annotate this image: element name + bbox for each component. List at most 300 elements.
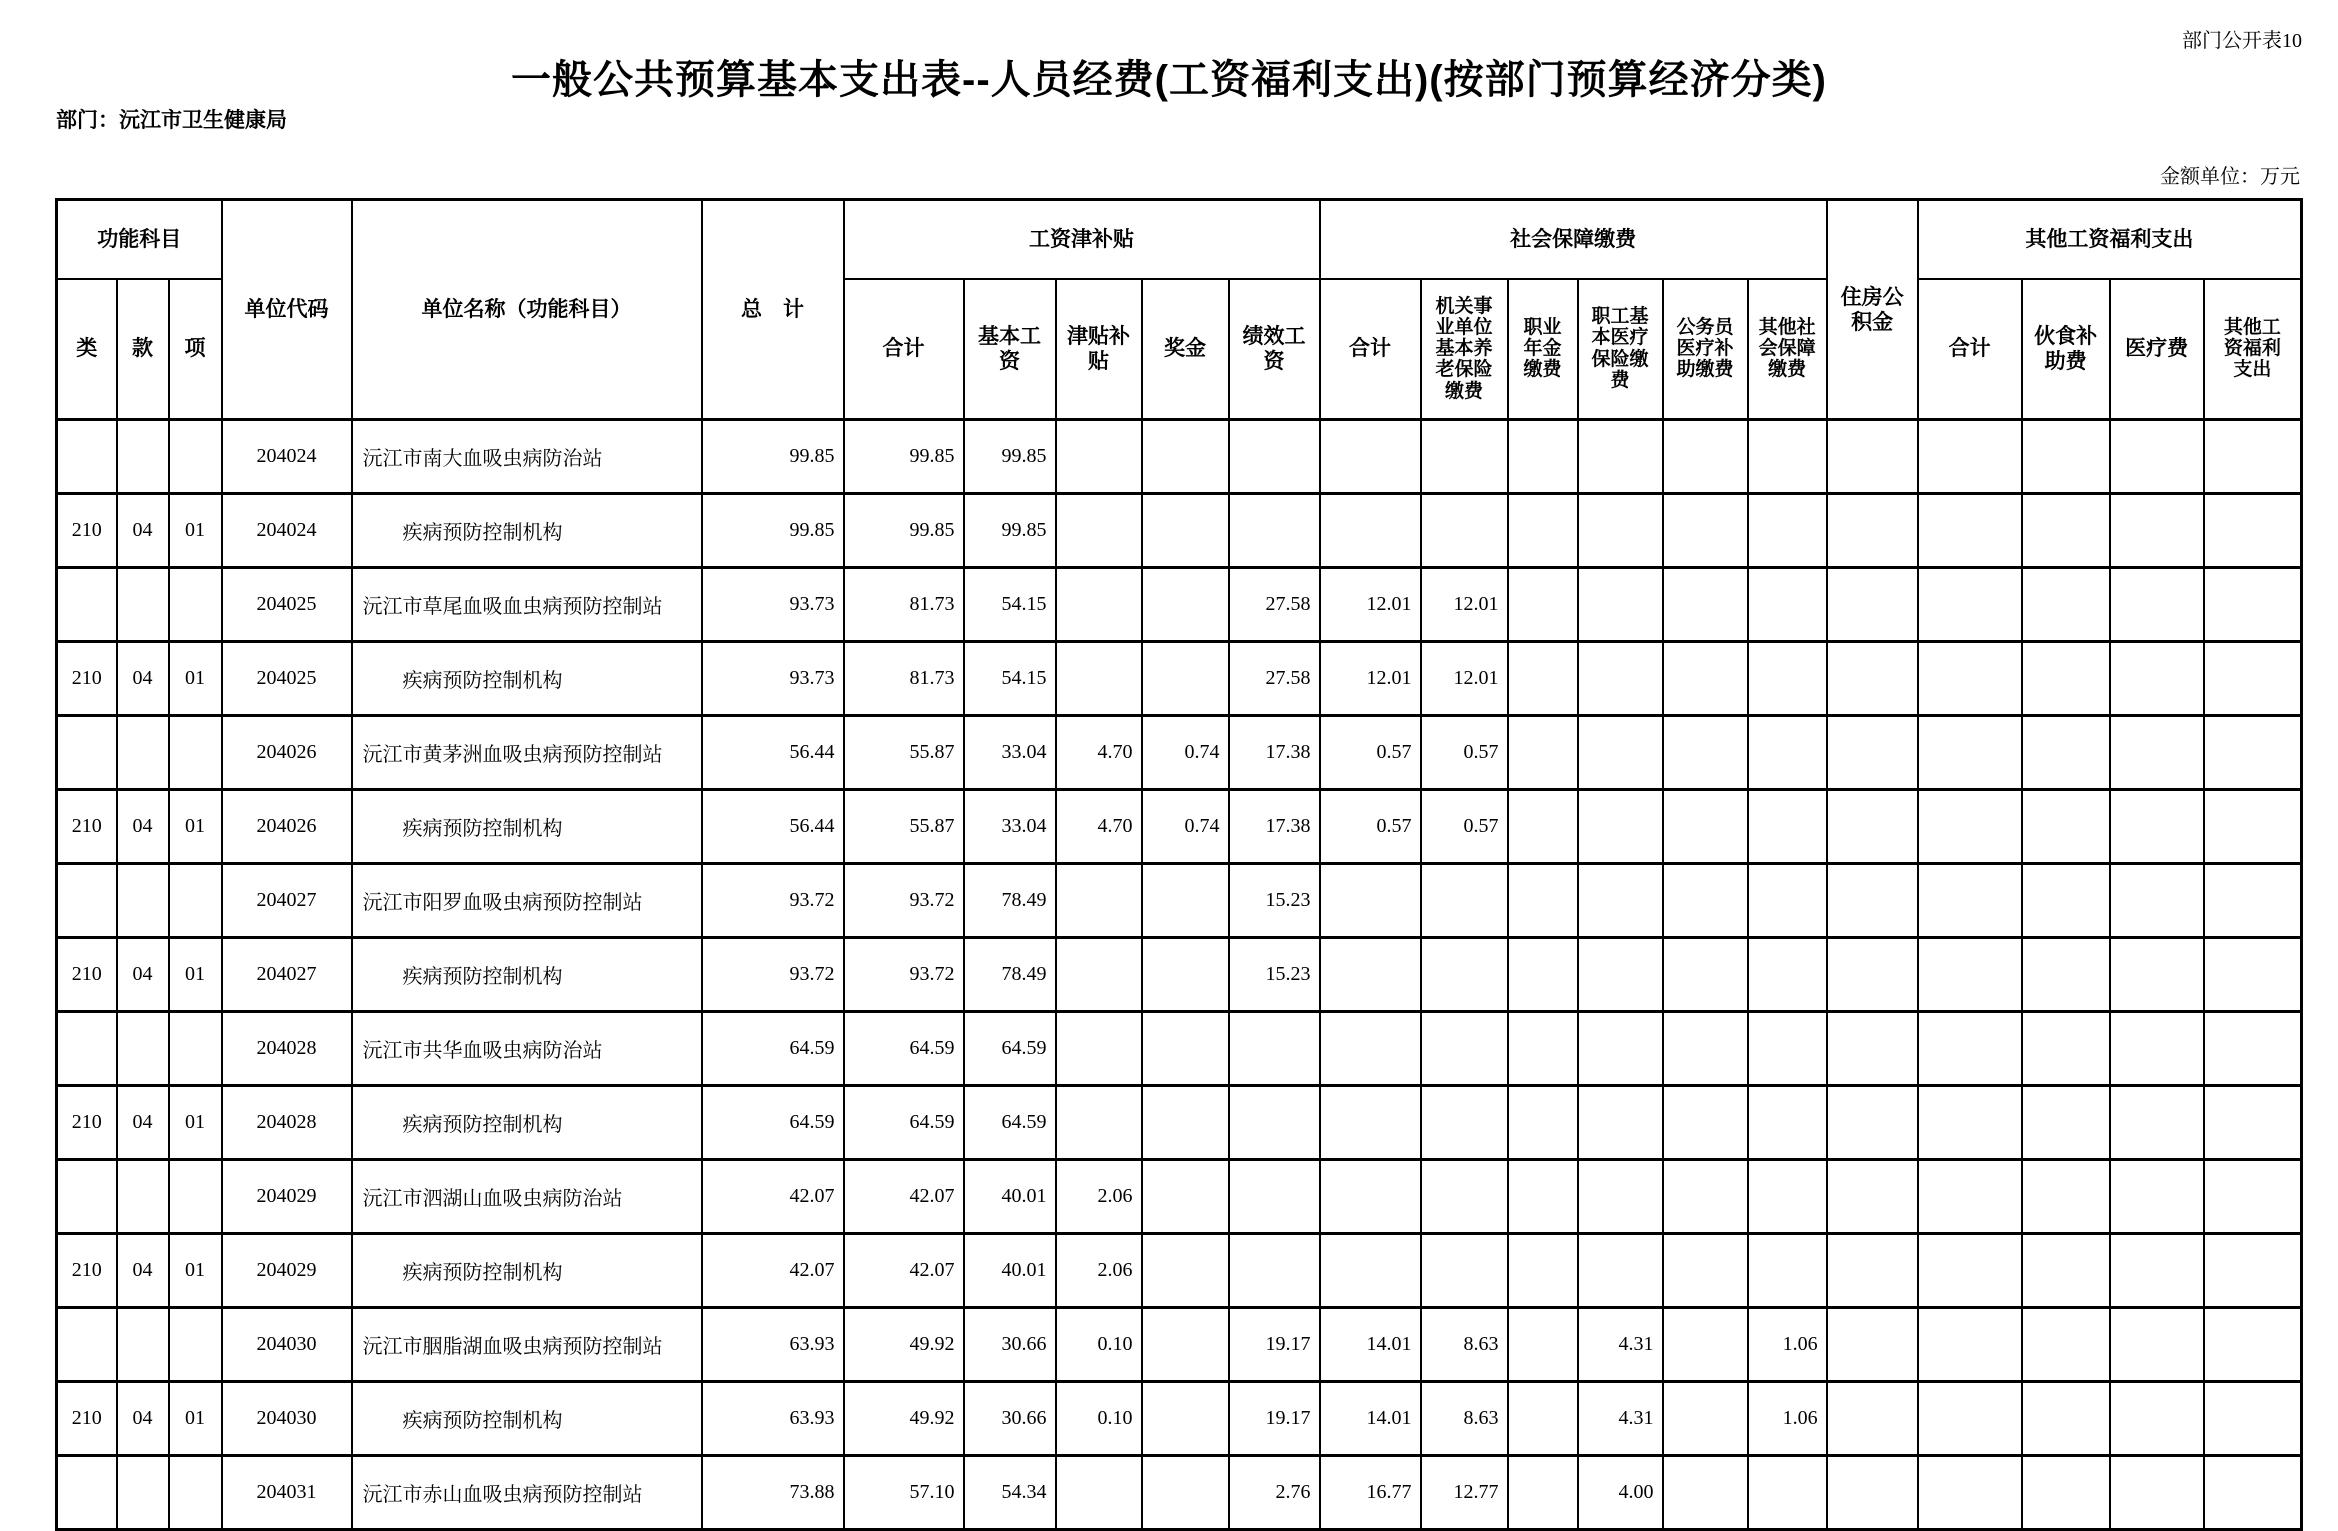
- cell-salary-total: 93.72: [844, 938, 964, 1012]
- cell-social-total: 16.77: [1320, 1456, 1421, 1530]
- cell-other-social: 1.06: [1748, 1308, 1827, 1382]
- table-row: [57, 1308, 2302, 1382]
- cell-medical-fee: [2110, 494, 2204, 568]
- cell-meal-subsidy: [2022, 1308, 2110, 1382]
- header-func-group: 功能科目: [57, 200, 222, 279]
- cell-func-item: 01: [169, 938, 222, 1012]
- cell-salary-total: 64.59: [844, 1086, 964, 1160]
- cell-social-total: 14.01: [1320, 1382, 1421, 1456]
- cell-basic-salary: 99.85: [964, 420, 1056, 494]
- cell-grand-total: 63.93: [702, 1308, 844, 1382]
- cell-unit-name: 疾病预防控制机构: [352, 1382, 702, 1456]
- cell-pension: 0.57: [1421, 790, 1508, 864]
- cell-basic-salary: 64.59: [964, 1012, 1056, 1086]
- cell-housing-fund: [1827, 494, 1918, 568]
- cell-medical-insurance: [1578, 642, 1663, 716]
- cell-social-total: [1320, 938, 1421, 1012]
- cell-func-section: [117, 864, 169, 938]
- header-social-group: 社会保障缴费: [1320, 200, 1827, 279]
- cell-other-social: [1748, 716, 1827, 790]
- cell-civil-servant-medical: [1663, 1086, 1748, 1160]
- cell-unit-code: 204024: [222, 420, 352, 494]
- cell-other-welfare: [2204, 420, 2302, 494]
- cell-meal-subsidy: [2022, 1382, 2110, 1456]
- cell-medical-insurance: [1578, 494, 1663, 568]
- header-medical-fee: 医疗费: [2110, 279, 2204, 420]
- cell-occupational-annuity: [1508, 494, 1578, 568]
- cell-medical-insurance: [1578, 568, 1663, 642]
- cell-civil-servant-medical: [1663, 1160, 1748, 1234]
- cell-grand-total: 63.93: [702, 1382, 844, 1456]
- cell-func-class: 210: [57, 642, 117, 716]
- cell-unit-code: 204031: [222, 1456, 352, 1530]
- cell-other-social: [1748, 864, 1827, 938]
- cell-bonus: [1142, 1012, 1229, 1086]
- cell-unit-code: 204028: [222, 1012, 352, 1086]
- cell-func-class: [57, 1160, 117, 1234]
- cell-bonus: [1142, 1456, 1229, 1530]
- header-social-total: 合计: [1320, 279, 1421, 420]
- cell-occupational-annuity: [1508, 1456, 1578, 1530]
- cell-medical-fee: [2110, 1012, 2204, 1086]
- header-row-groups: [57, 200, 2302, 279]
- cell-civil-servant-medical: [1663, 790, 1748, 864]
- cell-pension: 12.01: [1421, 568, 1508, 642]
- cell-unit-code: 204026: [222, 790, 352, 864]
- cell-other-welfare: [2204, 642, 2302, 716]
- cell-bonus: [1142, 494, 1229, 568]
- table-row: [57, 1086, 2302, 1160]
- cell-allowance: [1056, 1456, 1142, 1530]
- cell-salary-total: 55.87: [844, 790, 964, 864]
- cell-meal-subsidy: [2022, 864, 2110, 938]
- cell-other-social: [1748, 1456, 1827, 1530]
- cell-medical-insurance: [1578, 716, 1663, 790]
- cell-pension: [1421, 938, 1508, 1012]
- cell-housing-fund: [1827, 716, 1918, 790]
- cell-performance-salary: 19.17: [1229, 1308, 1320, 1382]
- cell-func-item: 01: [169, 494, 222, 568]
- cell-medical-insurance: [1578, 1012, 1663, 1086]
- cell-other-welfare: [2204, 1160, 2302, 1234]
- cell-social-total: 12.01: [1320, 642, 1421, 716]
- cell-civil-servant-medical: [1663, 494, 1748, 568]
- cell-salary-total: 81.73: [844, 642, 964, 716]
- cell-other-social: [1748, 642, 1827, 716]
- cell-func-item: [169, 1308, 222, 1382]
- cell-func-item: [169, 420, 222, 494]
- cell-other-welfare: [2204, 494, 2302, 568]
- cell-performance-salary: 27.58: [1229, 568, 1320, 642]
- cell-grand-total: 99.85: [702, 420, 844, 494]
- cell-other-total: [1918, 642, 2022, 716]
- cell-medical-fee: [2110, 1086, 2204, 1160]
- cell-social-total: [1320, 1160, 1421, 1234]
- cell-salary-total: 64.59: [844, 1012, 964, 1086]
- table-row: [57, 494, 2302, 568]
- cell-allowance: [1056, 1086, 1142, 1160]
- cell-salary-total: 93.72: [844, 864, 964, 938]
- cell-salary-total: 42.07: [844, 1160, 964, 1234]
- cell-func-class: [57, 420, 117, 494]
- cell-performance-salary: 15.23: [1229, 864, 1320, 938]
- cell-other-total: [1918, 1456, 2022, 1530]
- cell-civil-servant-medical: [1663, 568, 1748, 642]
- cell-pension: 12.77: [1421, 1456, 1508, 1530]
- cell-pension: [1421, 1234, 1508, 1308]
- cell-medical-insurance: [1578, 864, 1663, 938]
- cell-func-section: 04: [117, 938, 169, 1012]
- cell-func-section: [117, 1456, 169, 1530]
- cell-grand-total: 99.85: [702, 494, 844, 568]
- cell-func-section: 04: [117, 1086, 169, 1160]
- cell-grand-total: 93.72: [702, 864, 844, 938]
- cell-func-class: 210: [57, 938, 117, 1012]
- cell-civil-servant-medical: [1663, 1308, 1748, 1382]
- cell-allowance: 2.06: [1056, 1234, 1142, 1308]
- cell-func-section: [117, 568, 169, 642]
- cell-bonus: [1142, 1382, 1229, 1456]
- cell-allowance: [1056, 494, 1142, 568]
- cell-func-section: 04: [117, 642, 169, 716]
- cell-pension: 8.63: [1421, 1382, 1508, 1456]
- cell-allowance: [1056, 568, 1142, 642]
- cell-other-welfare: [2204, 864, 2302, 938]
- header-other-welfare: 其他工资福利支出: [2204, 279, 2302, 420]
- cell-func-section: 04: [117, 494, 169, 568]
- cell-other-welfare: [2204, 1382, 2302, 1456]
- table-row: [57, 1012, 2302, 1086]
- cell-grand-total: 42.07: [702, 1160, 844, 1234]
- cell-bonus: [1142, 864, 1229, 938]
- cell-grand-total: 42.07: [702, 1234, 844, 1308]
- cell-medical-fee: [2110, 790, 2204, 864]
- cell-occupational-annuity: [1508, 568, 1578, 642]
- cell-meal-subsidy: [2022, 1160, 2110, 1234]
- cell-basic-salary: 33.04: [964, 716, 1056, 790]
- cell-occupational-annuity: [1508, 790, 1578, 864]
- cell-housing-fund: [1827, 790, 1918, 864]
- cell-func-item: [169, 1456, 222, 1530]
- header-pension: 机关事业单位基本养老保险缴费: [1421, 279, 1508, 420]
- cell-other-welfare: [2204, 1234, 2302, 1308]
- cell-basic-salary: 54.15: [964, 642, 1056, 716]
- cell-pension: 0.57: [1421, 716, 1508, 790]
- header-func-item: 项: [169, 279, 222, 420]
- header-func-class: 类: [57, 279, 117, 420]
- cell-social-total: 14.01: [1320, 1308, 1421, 1382]
- cell-pension: 8.63: [1421, 1308, 1508, 1382]
- cell-other-social: [1748, 420, 1827, 494]
- cell-social-total: 12.01: [1320, 568, 1421, 642]
- cell-bonus: [1142, 568, 1229, 642]
- page-title: 一般公共预算基本支出表--人员经费(工资福利支出)(按部门预算经济分类): [511, 58, 1827, 102]
- cell-bonus: [1142, 642, 1229, 716]
- cell-unit-code: 204030: [222, 1382, 352, 1456]
- cell-basic-salary: 64.59: [964, 1086, 1056, 1160]
- cell-unit-name: 沅江市南大血吸虫病防治站: [352, 420, 702, 494]
- cell-medical-fee: [2110, 1382, 2204, 1456]
- cell-occupational-annuity: [1508, 938, 1578, 1012]
- cell-unit-code: 204030: [222, 1308, 352, 1382]
- cell-housing-fund: [1827, 1234, 1918, 1308]
- cell-other-total: [1918, 568, 2022, 642]
- header-salary-group: 工资津补贴: [844, 200, 1320, 279]
- header-unit-name: 单位名称（功能科目）: [352, 200, 702, 420]
- cell-medical-insurance: [1578, 1160, 1663, 1234]
- cell-func-class: 210: [57, 1086, 117, 1160]
- header-func-section: 款: [117, 279, 169, 420]
- cell-unit-name: 沅江市共华血吸虫病防治站: [352, 1012, 702, 1086]
- cell-allowance: [1056, 938, 1142, 1012]
- cell-bonus: 0.74: [1142, 790, 1229, 864]
- cell-performance-salary: 17.38: [1229, 716, 1320, 790]
- cell-func-section: [117, 1308, 169, 1382]
- cell-meal-subsidy: [2022, 790, 2110, 864]
- cell-salary-total: 42.07: [844, 1234, 964, 1308]
- cell-basic-salary: 54.34: [964, 1456, 1056, 1530]
- cell-housing-fund: [1827, 1308, 1918, 1382]
- cell-func-class: [57, 864, 117, 938]
- cell-unit-code: 204026: [222, 716, 352, 790]
- corner-table-number: 部门公开表10: [2182, 30, 2302, 52]
- cell-meal-subsidy: [2022, 716, 2110, 790]
- cell-other-social: [1748, 1086, 1827, 1160]
- cell-pension: [1421, 1160, 1508, 1234]
- cell-social-total: [1320, 420, 1421, 494]
- cell-performance-salary: 27.58: [1229, 642, 1320, 716]
- cell-medical-fee: [2110, 568, 2204, 642]
- cell-other-social: 1.06: [1748, 1382, 1827, 1456]
- cell-meal-subsidy: [2022, 642, 2110, 716]
- cell-civil-servant-medical: [1663, 1456, 1748, 1530]
- cell-housing-fund: [1827, 1382, 1918, 1456]
- cell-occupational-annuity: [1508, 1086, 1578, 1160]
- cell-meal-subsidy: [2022, 1012, 2110, 1086]
- cell-occupational-annuity: [1508, 1234, 1578, 1308]
- cell-occupational-annuity: [1508, 1012, 1578, 1086]
- cell-unit-code: 204027: [222, 864, 352, 938]
- cell-salary-total: 49.92: [844, 1382, 964, 1456]
- cell-other-total: [1918, 1308, 2022, 1382]
- cell-housing-fund: [1827, 1086, 1918, 1160]
- cell-medical-fee: [2110, 1160, 2204, 1234]
- cell-other-total: [1918, 494, 2022, 568]
- cell-other-total: [1918, 1382, 2022, 1456]
- header-performance-salary: 绩效工资: [1229, 279, 1320, 420]
- cell-grand-total: 56.44: [702, 716, 844, 790]
- cell-performance-salary: [1229, 1234, 1320, 1308]
- cell-housing-fund: [1827, 420, 1918, 494]
- cell-bonus: [1142, 1308, 1229, 1382]
- cell-func-section: 04: [117, 1234, 169, 1308]
- cell-civil-servant-medical: [1663, 642, 1748, 716]
- cell-other-welfare: [2204, 716, 2302, 790]
- cell-housing-fund: [1827, 642, 1918, 716]
- cell-grand-total: 73.88: [702, 1456, 844, 1530]
- cell-meal-subsidy: [2022, 420, 2110, 494]
- cell-pension: [1421, 420, 1508, 494]
- cell-func-class: 210: [57, 1382, 117, 1456]
- header-other-group: 其他工资福利支出: [1918, 200, 2302, 279]
- cell-grand-total: 64.59: [702, 1012, 844, 1086]
- cell-social-total: [1320, 864, 1421, 938]
- cell-occupational-annuity: [1508, 1160, 1578, 1234]
- header-occupational-annuity: 职业年金缴费: [1508, 279, 1578, 420]
- header-grand-total: 总 计: [702, 200, 844, 420]
- cell-unit-name: 沅江市草尾血吸血虫病预防控制站: [352, 568, 702, 642]
- cell-medical-fee: [2110, 938, 2204, 1012]
- cell-basic-salary: 54.15: [964, 568, 1056, 642]
- cell-housing-fund: [1827, 568, 1918, 642]
- cell-other-total: [1918, 938, 2022, 1012]
- cell-bonus: [1142, 1086, 1229, 1160]
- cell-func-item: 01: [169, 790, 222, 864]
- cell-allowance: [1056, 864, 1142, 938]
- cell-salary-total: 49.92: [844, 1308, 964, 1382]
- cell-unit-code: 204029: [222, 1160, 352, 1234]
- cell-allowance: 2.06: [1056, 1160, 1142, 1234]
- cell-occupational-annuity: [1508, 716, 1578, 790]
- cell-performance-salary: 19.17: [1229, 1382, 1320, 1456]
- cell-other-social: [1748, 494, 1827, 568]
- cell-allowance: 4.70: [1056, 716, 1142, 790]
- cell-civil-servant-medical: [1663, 420, 1748, 494]
- cell-social-total: [1320, 1234, 1421, 1308]
- cell-basic-salary: 33.04: [964, 790, 1056, 864]
- cell-other-social: [1748, 1012, 1827, 1086]
- table-body: [57, 420, 2302, 1530]
- cell-civil-servant-medical: [1663, 1012, 1748, 1086]
- cell-unit-code: 204025: [222, 568, 352, 642]
- header-salary-total: 合计: [844, 279, 964, 420]
- cell-meal-subsidy: [2022, 568, 2110, 642]
- cell-func-section: [117, 1160, 169, 1234]
- table-row: [57, 938, 2302, 1012]
- cell-housing-fund: [1827, 864, 1918, 938]
- cell-civil-servant-medical: [1663, 938, 1748, 1012]
- header-medical-insurance: 职工基本医疗保险缴费: [1578, 279, 1663, 420]
- cell-other-welfare: [2204, 1456, 2302, 1530]
- cell-func-item: [169, 1160, 222, 1234]
- cell-housing-fund: [1827, 1160, 1918, 1234]
- cell-medical-insurance: [1578, 420, 1663, 494]
- cell-pension: [1421, 494, 1508, 568]
- cell-occupational-annuity: [1508, 1308, 1578, 1382]
- table-row: [57, 1382, 2302, 1456]
- cell-unit-name: 沅江市胭脂湖血吸虫病预防控制站: [352, 1308, 702, 1382]
- cell-grand-total: 93.73: [702, 642, 844, 716]
- cell-unit-name: 疾病预防控制机构: [352, 1234, 702, 1308]
- cell-allowance: [1056, 642, 1142, 716]
- cell-other-welfare: [2204, 790, 2302, 864]
- cell-bonus: 0.74: [1142, 716, 1229, 790]
- cell-civil-servant-medical: [1663, 1382, 1748, 1456]
- cell-meal-subsidy: [2022, 1234, 2110, 1308]
- header-allowance: 津贴补贴: [1056, 279, 1142, 420]
- table-row: [57, 1234, 2302, 1308]
- cell-pension: 12.01: [1421, 642, 1508, 716]
- amount-unit-label: 金额单位：万元: [2160, 166, 2300, 188]
- cell-civil-servant-medical: [1663, 1234, 1748, 1308]
- table-row: [57, 864, 2302, 938]
- cell-other-welfare: [2204, 1012, 2302, 1086]
- cell-func-section: [117, 420, 169, 494]
- cell-func-section: 04: [117, 790, 169, 864]
- cell-unit-code: 204025: [222, 642, 352, 716]
- table-row: [57, 790, 2302, 864]
- table-row: [57, 642, 2302, 716]
- cell-func-item: [169, 864, 222, 938]
- cell-medical-insurance: [1578, 1234, 1663, 1308]
- cell-occupational-annuity: [1508, 864, 1578, 938]
- cell-other-welfare: [2204, 938, 2302, 1012]
- cell-medical-insurance: [1578, 1086, 1663, 1160]
- cell-grand-total: 56.44: [702, 790, 844, 864]
- department-label: 部门：沅江市卫生健康局: [56, 108, 287, 132]
- cell-pension: [1421, 864, 1508, 938]
- cell-func-class: [57, 1308, 117, 1382]
- cell-other-total: [1918, 420, 2022, 494]
- cell-unit-code: 204027: [222, 938, 352, 1012]
- cell-civil-servant-medical: [1663, 864, 1748, 938]
- cell-unit-name: 沅江市阳罗血吸虫病预防控制站: [352, 864, 702, 938]
- cell-other-total: [1918, 790, 2022, 864]
- cell-housing-fund: [1827, 1456, 1918, 1530]
- header-bonus: 奖金: [1142, 279, 1229, 420]
- cell-allowance: [1056, 1012, 1142, 1086]
- cell-basic-salary: 99.85: [964, 494, 1056, 568]
- cell-basic-salary: 30.66: [964, 1308, 1056, 1382]
- cell-func-class: [57, 1456, 117, 1530]
- cell-other-welfare: [2204, 1308, 2302, 1382]
- cell-bonus: [1142, 420, 1229, 494]
- cell-social-total: [1320, 494, 1421, 568]
- cell-meal-subsidy: [2022, 1456, 2110, 1530]
- table-row: [57, 716, 2302, 790]
- cell-pension: [1421, 1086, 1508, 1160]
- cell-social-total: 0.57: [1320, 790, 1421, 864]
- cell-other-total: [1918, 864, 2022, 938]
- cell-performance-salary: [1229, 420, 1320, 494]
- cell-social-total: [1320, 1086, 1421, 1160]
- cell-func-class: [57, 716, 117, 790]
- cell-unit-name: 疾病预防控制机构: [352, 790, 702, 864]
- cell-performance-salary: [1229, 1160, 1320, 1234]
- cell-performance-salary: 15.23: [1229, 938, 1320, 1012]
- cell-other-social: [1748, 1160, 1827, 1234]
- cell-func-item: [169, 568, 222, 642]
- budget-table: [55, 198, 2303, 1531]
- cell-unit-name: 疾病预防控制机构: [352, 1086, 702, 1160]
- cell-basic-salary: 78.49: [964, 864, 1056, 938]
- cell-medical-insurance: 4.31: [1578, 1308, 1663, 1382]
- cell-func-class: 210: [57, 790, 117, 864]
- cell-meal-subsidy: [2022, 494, 2110, 568]
- cell-other-total: [1918, 1086, 2022, 1160]
- cell-unit-name: 沅江市泗湖山血吸虫病防治站: [352, 1160, 702, 1234]
- cell-medical-insurance: 4.31: [1578, 1382, 1663, 1456]
- cell-medical-fee: [2110, 642, 2204, 716]
- cell-func-section: [117, 1012, 169, 1086]
- cell-grand-total: 64.59: [702, 1086, 844, 1160]
- cell-other-total: [1918, 716, 2022, 790]
- header-other-social: 其他社会保障缴费: [1748, 279, 1827, 420]
- cell-meal-subsidy: [2022, 938, 2110, 1012]
- cell-func-item: 01: [169, 1234, 222, 1308]
- cell-performance-salary: 2.76: [1229, 1456, 1320, 1530]
- cell-occupational-annuity: [1508, 642, 1578, 716]
